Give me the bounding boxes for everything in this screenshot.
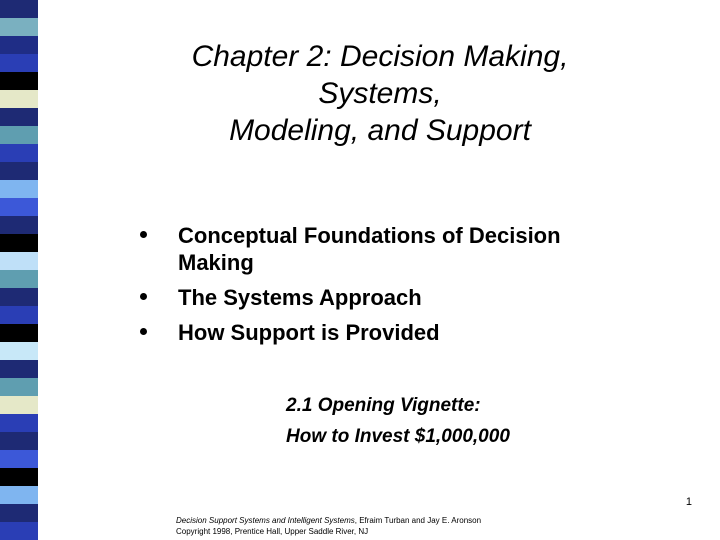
opening-vignette	[286, 390, 686, 452]
bullet-dot-icon	[140, 293, 147, 300]
stripe-segment	[0, 108, 38, 126]
stripe-segment	[0, 234, 38, 252]
bullet-list	[140, 222, 640, 354]
bullet-text: The Systems Approach	[178, 285, 422, 310]
bullet-item	[140, 319, 640, 346]
vignette-line-2: How to Invest $1,000,000	[286, 426, 510, 447]
stripe-segment	[0, 36, 38, 54]
stripe-segment	[0, 144, 38, 162]
title-line-1: Chapter 2: Decision Making,	[191, 40, 569, 73]
stripe-segment	[0, 324, 38, 342]
stripe-segment	[0, 486, 38, 504]
stripe-segment	[0, 306, 38, 324]
footer-citation	[176, 515, 676, 537]
stripe-segment	[0, 126, 38, 144]
stripe-segment	[0, 522, 38, 540]
stripe-segment	[0, 468, 38, 486]
stripe-segment	[0, 396, 38, 414]
stripe-segment	[0, 270, 38, 288]
stripe-segment	[0, 54, 38, 72]
stripe-segment	[0, 18, 38, 36]
stripe-segment	[0, 0, 38, 18]
title-line-3: Modeling, and Support	[229, 114, 531, 147]
title-line-2: Systems,	[318, 77, 442, 110]
stripe-segment	[0, 360, 38, 378]
bullet-text: How Support is Provided	[178, 320, 440, 345]
stripe-segment	[0, 342, 38, 360]
stripe-segment	[0, 252, 38, 270]
stripe-segment	[0, 378, 38, 396]
stripe-segment	[0, 450, 38, 468]
stripe-segment	[0, 180, 38, 198]
footer-authors: , Efraim Turban and Jay E. Aronson	[354, 516, 482, 525]
footer-line-1	[176, 515, 676, 526]
stripe-segment	[0, 162, 38, 180]
bullet-item	[140, 222, 640, 276]
stripe-segment	[0, 72, 38, 90]
footer-copyright: Copyright 1998, Prentice Hall, Upper Saddle River, NJ	[176, 527, 369, 536]
stripe-segment	[0, 288, 38, 306]
stripe-segment	[0, 216, 38, 234]
vignette-line-1: 2.1 Opening Vignette:	[286, 395, 481, 416]
footer-book-title: Decision Support Systems and Intelligent Systems	[176, 516, 355, 525]
decorative-stripe-bar	[0, 0, 38, 540]
page-number: 1	[685, 496, 692, 508]
stripe-segment	[0, 198, 38, 216]
slide-title	[90, 38, 670, 149]
stripe-segment	[0, 90, 38, 108]
stripe-segment	[0, 432, 38, 450]
stripe-segment	[0, 504, 38, 522]
bullet-dot-icon	[140, 231, 147, 238]
bullet-text: Conceptual Foundations of Decision Making	[178, 223, 561, 275]
stripe-segment	[0, 414, 38, 432]
bullet-dot-icon	[140, 328, 147, 335]
bullet-item	[140, 284, 640, 311]
